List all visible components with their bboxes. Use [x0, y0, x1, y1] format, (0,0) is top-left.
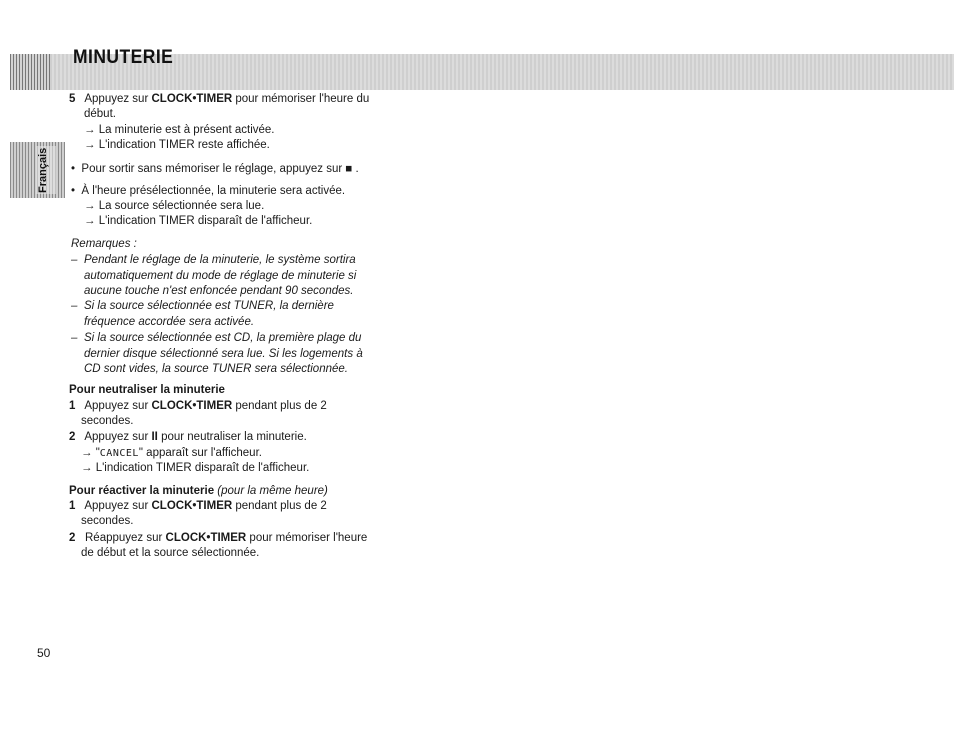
remark-2-line-1: Si la source sélectionnée est TUNER, la dernière — [84, 300, 334, 312]
pause-icon-label: II — [151, 431, 158, 443]
clock-timer-label: CLOCK•TIMER — [151, 93, 233, 105]
remark-3-dash: – — [71, 332, 78, 344]
step-text: pour mémoriser l'heure — [246, 532, 368, 544]
step-5-result-2: → L'indication TIMER reste affichée. — [84, 139, 270, 151]
remark-2-dash: – — [71, 300, 78, 312]
clock-timer-label: CLOCK•TIMER — [165, 532, 247, 544]
header-stripes — [10, 54, 50, 90]
remark-2-line-2: fréquence accordée sera activée. — [84, 316, 255, 328]
step-text: pendant plus de 2 — [232, 400, 327, 412]
bullet-text: À l'heure présélectionnée, la minuterie sera activée. — [81, 185, 346, 197]
language-tab-label: Français — [36, 146, 56, 194]
reactivate-heading — [69, 484, 328, 500]
step-text: Réappuyez sur — [85, 532, 166, 544]
step-text: pendant plus de 2 — [232, 500, 327, 512]
neutralize-step-1 — [69, 399, 327, 415]
step-text: pour neutraliser la minuterie. — [157, 431, 307, 443]
clock-timer-label: CLOCK•TIMER — [151, 500, 233, 512]
remark-1-line-2: automatiquement du mode de réglage de minuterie si — [84, 270, 357, 282]
reactivate-heading-bold: Pour réactiver la minuterie — [69, 485, 218, 497]
remark-1-line-3: aucune touche n'est enfoncée pendant 90 secondes. — [84, 285, 354, 297]
step-5-cont: début. — [84, 108, 116, 120]
lcd-display-text: CANCEL — [99, 448, 139, 459]
step-text: Appuyez sur — [84, 500, 152, 512]
step-text: Appuyez sur — [84, 431, 152, 443]
remarks-heading: Remarques : — [71, 238, 137, 250]
bullet-2-result-1: → La source sélectionnée sera lue. — [84, 200, 265, 212]
remark-3-line-2: dernier disque sélectionné sera lue. Si les logements à — [84, 348, 363, 360]
step-number: 2 — [69, 431, 76, 443]
neutralize-heading: Pour neutraliser la minuterie — [69, 384, 225, 396]
reactivate-step-2-cont: de début et la source sélectionnée. — [81, 547, 260, 559]
neutralize-step-1-cont: secondes. — [81, 415, 134, 427]
reactivate-step-1 — [69, 499, 327, 515]
page-title: MINUTERIE — [73, 47, 174, 68]
page-number: 50 — [37, 646, 51, 660]
remark-3-line-3: CD sont vides, la source TUNER sera sélectionnée. — [84, 363, 348, 375]
step-number: 5 — [69, 93, 76, 105]
step-text: Appuyez sur — [84, 400, 152, 412]
bullet-text: Pour sortir sans mémoriser le réglage, appuyez sur ■ . — [81, 163, 359, 175]
bullet-exit — [71, 162, 359, 178]
arrow-text: → " — [81, 447, 100, 459]
step-number: 1 — [69, 500, 76, 512]
clock-timer-label: CLOCK•TIMER — [151, 400, 233, 412]
step-number: 2 — [69, 532, 76, 544]
reactivate-step-2 — [69, 531, 367, 547]
step-text: pour mémoriser l'heure du — [232, 93, 370, 105]
reactivate-heading-italic: (pour la même heure) — [217, 485, 328, 497]
neutralize-result-1 — [81, 446, 262, 462]
reactivate-step-1-cont: secondes. — [81, 515, 134, 527]
step-5-result-1: → La minuterie est à présent activée. — [84, 124, 275, 136]
remark-3-line-1: Si la source sélectionnée est CD, la première plage du — [84, 332, 362, 344]
remark-1-line-1: Pendant le réglage de la minuterie, le système sortira — [84, 254, 356, 266]
bullet-2-result-2: → L'indication TIMER disparaît de l'afficheur. — [84, 215, 313, 227]
step-text: Appuyez sur — [84, 93, 152, 105]
remark-1-dash: – — [71, 254, 78, 266]
result-text: " apparaît sur l'afficheur. — [138, 447, 262, 459]
step-number: 1 — [69, 400, 76, 412]
neutralize-step-2 — [69, 430, 307, 446]
bullet-icon: • — [71, 163, 76, 175]
neutralize-result-2: → L'indication TIMER disparaît de l'afficheur. — [81, 462, 310, 474]
bullet-activation — [71, 184, 345, 200]
bullet-icon: • — [71, 185, 76, 197]
step-5 — [69, 92, 369, 108]
